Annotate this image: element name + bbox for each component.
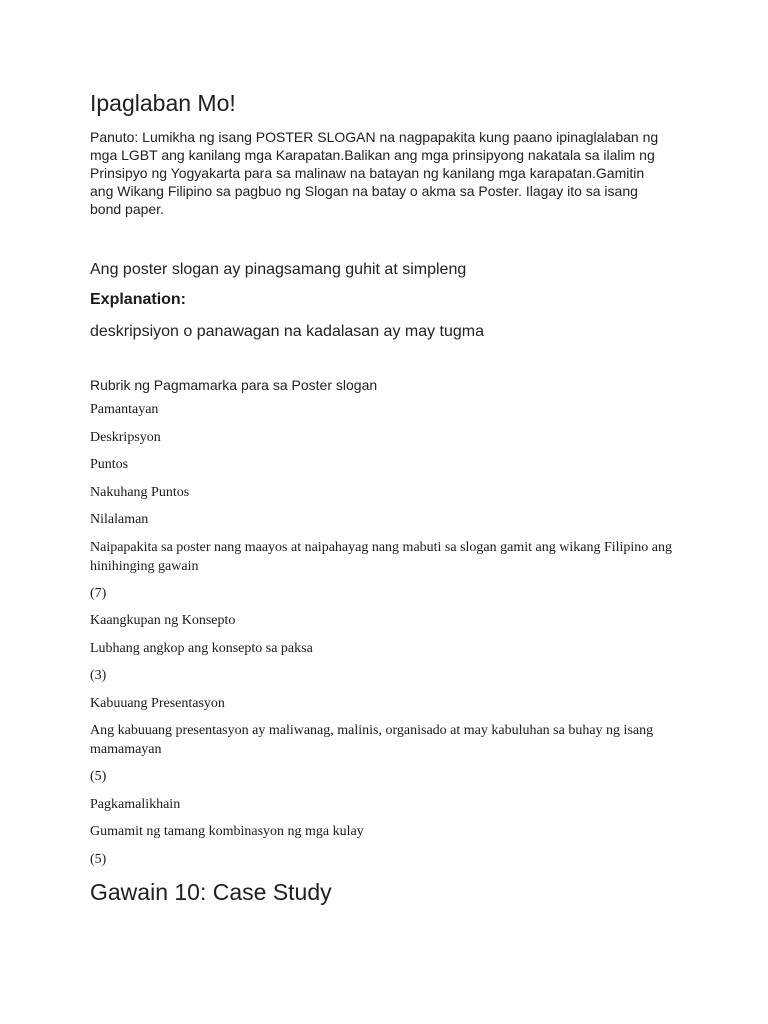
rubric-line-criteria-header: Pamantayan xyxy=(90,402,159,417)
instructions-paragraph: Panuto: Lumikha ng isang POSTER SLOGAN na nagpapakita kung paano ipinaglalaban ng mga LGBT ang kanilang mga Karapatan.Balikan ang mga prinsipyong nakatala sa ilalim ng Prinsipyo ng Yogyakarta para sa malinaw na batayan ng kanilang mga karapatan.Gamitin ang Wikang Filipino sa pagbuo ng Slogan na batay o akma sa Poster. Ilagay ito sa isang bond paper. xyxy=(90,129,659,217)
rubric-line-criterion: Pagkamalikhain xyxy=(90,796,181,812)
rubric-line-criterion: Nilalaman xyxy=(90,512,149,527)
rubric-line-criterion: Kabuuang Presentasyon xyxy=(90,695,225,711)
rubric-line-points: (7) xyxy=(90,585,107,601)
rubric-line-description: Lubhang angkop ang konsepto sa paksa xyxy=(90,640,313,656)
answer-line-1: Ang poster slogan ay pinagsamang guhit at simpleng xyxy=(90,261,467,278)
rubric-line-earned-header: Nakuhang Puntos xyxy=(90,484,190,500)
rubric-line-description-header: Deskripsyon xyxy=(90,429,161,445)
answer-line-2: deskripsiyon o panawagan na kadalasan ay may tugma xyxy=(90,323,485,340)
section-heading: Gawain 10: Case Study xyxy=(90,879,332,905)
rubric-line-points: (3) xyxy=(90,668,107,683)
page-title: Ipaglaban Mo! xyxy=(90,90,236,116)
rubric-line-description: Ang kabuuang presentasyon ay maliwanag, malinis, organisado at may kabuluhan sa buhay ng isang mamamayan xyxy=(90,723,654,757)
explanation-label: Explanation: xyxy=(90,291,187,308)
rubric-list xyxy=(90,400,680,877)
rubric-line-description: Gumamit ng tamang kombinasyon ng mga kulay xyxy=(90,824,364,839)
rubric-line-description: Naipapakita sa poster nang maayos at naipahayag nang mabuti sa slogan gamit ang wikang Filipino ang hinihinging gawain xyxy=(90,539,673,574)
rubric-title: Rubrik ng Pagmamarka para sa Poster slogan xyxy=(90,377,378,393)
rubric-line-criterion: Kaangkupan ng Konsepto xyxy=(90,613,236,628)
rubric-line-points-header: Puntos xyxy=(90,457,129,472)
rubric-line-points: (5) xyxy=(90,851,107,867)
rubric-line-points: (5) xyxy=(90,769,107,784)
